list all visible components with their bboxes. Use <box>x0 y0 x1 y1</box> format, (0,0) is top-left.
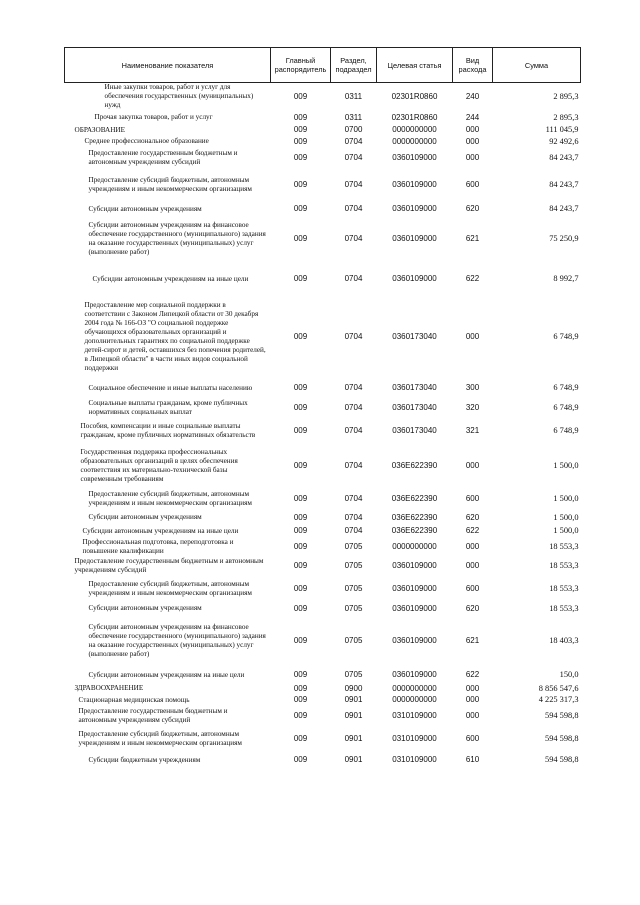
row-name: Иные закупки товаров, работ и услуг для обеспечения государственных (муниципальных) нужд <box>104 83 254 109</box>
table-row <box>65 538 581 556</box>
row-section: 0704 <box>344 512 363 522</box>
row-name: Предоставление государственным бюджетным и автономным учреждениям субсидий <box>88 149 238 166</box>
table-row <box>65 524 581 538</box>
row-sum: 1 500,0 <box>553 460 579 470</box>
row-admin: 009 <box>293 561 308 571</box>
table-row <box>65 148 581 168</box>
table-row <box>65 602 581 615</box>
row-sum: 75 250,9 <box>549 234 579 244</box>
table-row <box>65 83 581 111</box>
row-name: Государственная поддержка профессиональных образовательных организаций в целях обеспечения соответствия их материально-технической базы современным требованиям <box>80 447 238 483</box>
row-sum: 84 243,7 <box>549 180 579 190</box>
row-name: Предоставление субсидий бюджетным, автономным учреждениям и иным некоммерческим организациям <box>78 730 242 747</box>
row-target: 0360109000 <box>392 234 437 244</box>
row-sum: 2 895,3 <box>553 91 579 101</box>
table-header-row <box>65 48 581 83</box>
header-admin: Главный распорядитель <box>271 48 331 83</box>
table-row <box>65 135 581 148</box>
row-admin: 009 <box>293 332 308 342</box>
row-target: 0000000000 <box>392 125 437 135</box>
row-type: 600 <box>465 494 480 504</box>
row-name: Социальные выплаты гражданам, кроме публичных нормативных социальных выплат <box>88 399 248 416</box>
row-sum: 84 243,7 <box>549 153 579 163</box>
row-sum: 1 500,0 <box>553 494 579 504</box>
row-section: 0704 <box>344 332 363 342</box>
row-target: 0360173040 <box>392 426 437 436</box>
row-name: Социальное обеспечение и иные выплаты населению <box>88 383 253 392</box>
row-name: Субсидии автономным учреждениям на финансовое обеспечение государственного (муниципального) задания на оказание государственных (муниципальных) услуг (выполнение работ) <box>88 623 266 658</box>
row-type: 000 <box>465 561 480 571</box>
row-section: 0705 <box>344 670 363 680</box>
row-type: 622 <box>465 274 480 284</box>
row-target: 0360109000 <box>392 561 437 571</box>
row-target: 0360109000 <box>392 584 437 594</box>
row-sum: 6 748,9 <box>553 332 579 342</box>
row-name: Субсидии автономным учреждениям на иные цели <box>88 670 245 679</box>
row-sum: 2 895,3 <box>553 112 579 122</box>
table-row <box>65 216 581 262</box>
row-target: 02301R0860 <box>391 112 438 122</box>
table-row <box>65 202 581 216</box>
row-target: 0000000000 <box>392 695 437 705</box>
row-target: 0360109000 <box>392 180 437 190</box>
table-row <box>65 752 581 768</box>
header-target: Целевая статья <box>377 48 453 83</box>
table-row <box>65 576 581 602</box>
row-section: 0704 <box>344 403 363 413</box>
row-section: 0901 <box>344 755 363 765</box>
row-sum: 6 748,9 <box>553 426 579 436</box>
row-section: 0705 <box>344 542 363 552</box>
row-type: 300 <box>465 383 480 393</box>
row-section: 0704 <box>344 383 363 393</box>
row-admin: 009 <box>293 460 308 470</box>
row-section: 0700 <box>344 125 363 135</box>
row-admin: 009 <box>293 755 308 765</box>
row-target: 0000000000 <box>392 136 437 146</box>
row-section: 0705 <box>344 636 363 646</box>
row-name: Субсидии автономным учреждениям <box>88 204 202 213</box>
row-type: 622 <box>465 526 480 536</box>
row-admin: 009 <box>293 584 308 594</box>
row-target: 0000000000 <box>392 683 437 693</box>
row-section: 0704 <box>344 274 363 284</box>
row-admin: 009 <box>293 274 308 284</box>
row-section: 0704 <box>344 180 363 190</box>
row-target: 036E622390 <box>391 512 438 522</box>
row-type: 600 <box>465 734 480 744</box>
row-target: 0000000000 <box>392 542 437 552</box>
row-target: 0360109000 <box>392 636 437 646</box>
row-sum: 18 553,3 <box>549 603 579 613</box>
row-name: Среднее профессиональное образование <box>84 137 209 145</box>
row-type: 000 <box>465 153 480 163</box>
row-target: 0310109000 <box>392 711 437 721</box>
row-type: 621 <box>465 234 480 244</box>
row-name: Субсидии автономным учреждениям на иные цели <box>82 526 239 535</box>
row-type: 621 <box>465 636 480 646</box>
row-admin: 009 <box>293 136 308 146</box>
row-sum: 4 225 317,3 <box>538 695 579 705</box>
row-type: 000 <box>465 460 480 470</box>
table-row <box>65 487 581 511</box>
row-target: 02301R0860 <box>391 91 438 101</box>
row-section: 0705 <box>344 561 363 571</box>
row-sum: 594 598,8 <box>545 711 579 721</box>
table-row <box>65 168 581 202</box>
row-name: ЗДРАВООХРАНЕНИЕ <box>74 684 144 692</box>
row-sum: 18 553,3 <box>549 561 579 571</box>
table-row <box>65 110 581 125</box>
table-row <box>65 683 581 694</box>
row-sum: 8 992,7 <box>553 274 579 284</box>
row-section: 0704 <box>344 460 363 470</box>
row-type: 000 <box>465 695 480 705</box>
row-section: 0704 <box>344 153 363 163</box>
budget-table <box>64 47 581 768</box>
row-sum: 6 748,9 <box>553 383 579 393</box>
table-row <box>65 262 581 296</box>
row-name: Субсидии автономным учреждениям <box>88 513 202 521</box>
row-type: 320 <box>465 403 480 413</box>
row-name: Предоставление мер социальной поддержки в соответствии с Законом Липецкой области от 30 декабря 2004 года № 166-ОЗ "О социальной поддержке обучающихся образовательных организаций и дополнительных гарантиях по социальной поддержке детей-сирот и детей, оставшихся без попечения родителей, в Липецкой области" в части иных видов социальной поддержки <box>84 301 266 372</box>
row-section: 0704 <box>344 204 363 214</box>
row-target: 0310109000 <box>392 734 437 744</box>
row-target: 0310109000 <box>392 755 437 765</box>
row-admin: 009 <box>293 494 308 504</box>
table-row <box>65 125 581 135</box>
row-sum: 92 492,6 <box>549 136 579 146</box>
table-row <box>65 511 581 524</box>
row-name: Предоставление государственным бюджетным и автономным учреждениям субсидий <box>74 557 264 574</box>
row-type: 244 <box>465 112 480 122</box>
row-name: Предоставление субсидий бюджетным, автономным учреждениям и иным некоммерческим организациям <box>88 176 252 193</box>
row-admin: 009 <box>293 670 308 680</box>
row-sum: 594 598,8 <box>545 755 579 765</box>
row-section: 0311 <box>344 91 363 101</box>
row-type: 000 <box>465 683 480 693</box>
row-target: 036E622390 <box>391 526 438 536</box>
row-sum: 18 553,3 <box>549 542 579 552</box>
row-target: 036E622390 <box>391 494 438 504</box>
row-section: 0704 <box>344 234 363 244</box>
row-name: Стационарная медицинская помощь <box>78 695 190 704</box>
row-name: Предоставление субсидий бюджетным, автономным учреждениям и иным некоммерческим организациям <box>88 490 252 507</box>
row-type: 610 <box>465 755 480 765</box>
row-sum: 150,0 <box>559 670 579 680</box>
row-sum: 1 500,0 <box>553 512 579 522</box>
row-admin: 009 <box>293 695 308 705</box>
row-sum: 1 500,0 <box>553 526 579 536</box>
row-admin: 009 <box>293 526 308 536</box>
row-admin: 009 <box>293 234 308 244</box>
row-type: 000 <box>465 136 480 146</box>
row-section: 0704 <box>344 426 363 436</box>
row-admin: 009 <box>293 683 308 693</box>
table-row <box>65 418 581 444</box>
row-name: ОБРАЗОВАНИЕ <box>74 125 125 134</box>
row-type: 600 <box>465 180 480 190</box>
row-admin: 009 <box>293 512 308 522</box>
row-section: 0705 <box>344 603 363 613</box>
row-admin: 009 <box>293 153 308 163</box>
row-name: Субсидии автономным учреждениям на финансовое обеспечение государственного (муниципального) задания на оказание государственных (муниципальных) услуг (выполнение работ) <box>88 221 266 256</box>
row-target: 0360109000 <box>392 153 437 163</box>
row-sum: 6 748,9 <box>553 403 579 413</box>
header-type: Вид расхода <box>453 48 493 83</box>
table-row <box>65 296 581 378</box>
row-type: 000 <box>465 332 480 342</box>
row-admin: 009 <box>293 542 308 552</box>
row-section: 0704 <box>344 526 363 536</box>
row-section: 0311 <box>344 112 363 122</box>
row-section: 0704 <box>344 494 363 504</box>
row-sum: 8 856 547,6 <box>538 683 579 693</box>
row-section: 0901 <box>344 711 363 721</box>
row-name: Прочая закупка товаров, работ и услуг <box>94 113 213 121</box>
row-type: 000 <box>465 125 480 135</box>
table-body <box>65 83 581 769</box>
row-section: 0901 <box>344 734 363 744</box>
row-sum: 594 598,8 <box>545 734 579 744</box>
table-row <box>65 667 581 683</box>
table-row <box>65 378 581 398</box>
row-type: 000 <box>465 542 480 552</box>
row-target: 0360109000 <box>392 603 437 613</box>
row-sum: 111 045,9 <box>545 125 579 135</box>
row-name: Предоставление субсидий бюджетным, автономным учреждениям и иным некоммерческим организациям <box>88 580 252 597</box>
row-admin: 009 <box>293 180 308 190</box>
header-name: Наименование показателя <box>65 48 271 83</box>
row-sum: 18 553,3 <box>549 584 579 594</box>
row-target: 0360109000 <box>392 274 437 284</box>
row-admin: 009 <box>293 426 308 436</box>
row-admin: 009 <box>293 734 308 744</box>
row-target: 0360173040 <box>392 332 437 342</box>
row-admin: 009 <box>293 91 308 101</box>
row-type: 600 <box>465 584 480 594</box>
table-row <box>65 726 581 752</box>
row-type: 622 <box>465 670 480 680</box>
row-admin: 009 <box>293 204 308 214</box>
row-name: Пособия, компенсации и иные социальные выплаты гражданам, кроме публичных нормативных обязательств <box>80 422 256 439</box>
row-target: 0360109000 <box>392 670 437 680</box>
row-admin: 009 <box>293 125 308 135</box>
row-admin: 009 <box>293 112 308 122</box>
row-name: Профессиональная подготовка, переподготовка и повышение квалификации <box>82 538 234 555</box>
row-admin: 009 <box>293 383 308 393</box>
row-sum: 84 243,7 <box>549 204 579 214</box>
row-admin: 009 <box>293 711 308 721</box>
row-admin: 009 <box>293 403 308 413</box>
row-name: Субсидии автономным учреждениям <box>88 604 202 612</box>
table-row <box>65 706 581 726</box>
header-sum: Сумма <box>493 48 581 83</box>
row-section: 0705 <box>344 584 363 594</box>
row-name: Субсидии бюджетным учреждениям <box>88 755 201 764</box>
table-row <box>65 556 581 576</box>
row-type: 321 <box>465 426 480 436</box>
row-type: 620 <box>465 512 480 522</box>
table-row <box>65 398 581 418</box>
row-target: 0360173040 <box>392 383 437 393</box>
row-name: Предоставление государственным бюджетным и автономным учреждениям субсидий <box>78 707 228 724</box>
row-sum: 18 403,3 <box>549 636 579 646</box>
row-type: 620 <box>465 204 480 214</box>
header-section: Раздел, подраздел <box>331 48 377 83</box>
row-target: 036E622390 <box>391 460 438 470</box>
row-type: 240 <box>465 91 480 101</box>
row-section: 0704 <box>344 136 363 146</box>
row-admin: 009 <box>293 636 308 646</box>
row-type: 620 <box>465 603 480 613</box>
table-row <box>65 694 581 706</box>
row-admin: 009 <box>293 603 308 613</box>
row-section: 0901 <box>344 695 363 705</box>
row-target: 0360173040 <box>392 403 437 413</box>
budget-table-page <box>64 47 580 768</box>
row-target: 0360109000 <box>392 204 437 214</box>
table-row <box>65 444 581 487</box>
row-section: 0900 <box>344 683 363 693</box>
row-type: 000 <box>465 711 480 721</box>
row-name: Субсидии автономным учреждениям на иные цели <box>92 274 249 283</box>
table-row <box>65 615 581 667</box>
